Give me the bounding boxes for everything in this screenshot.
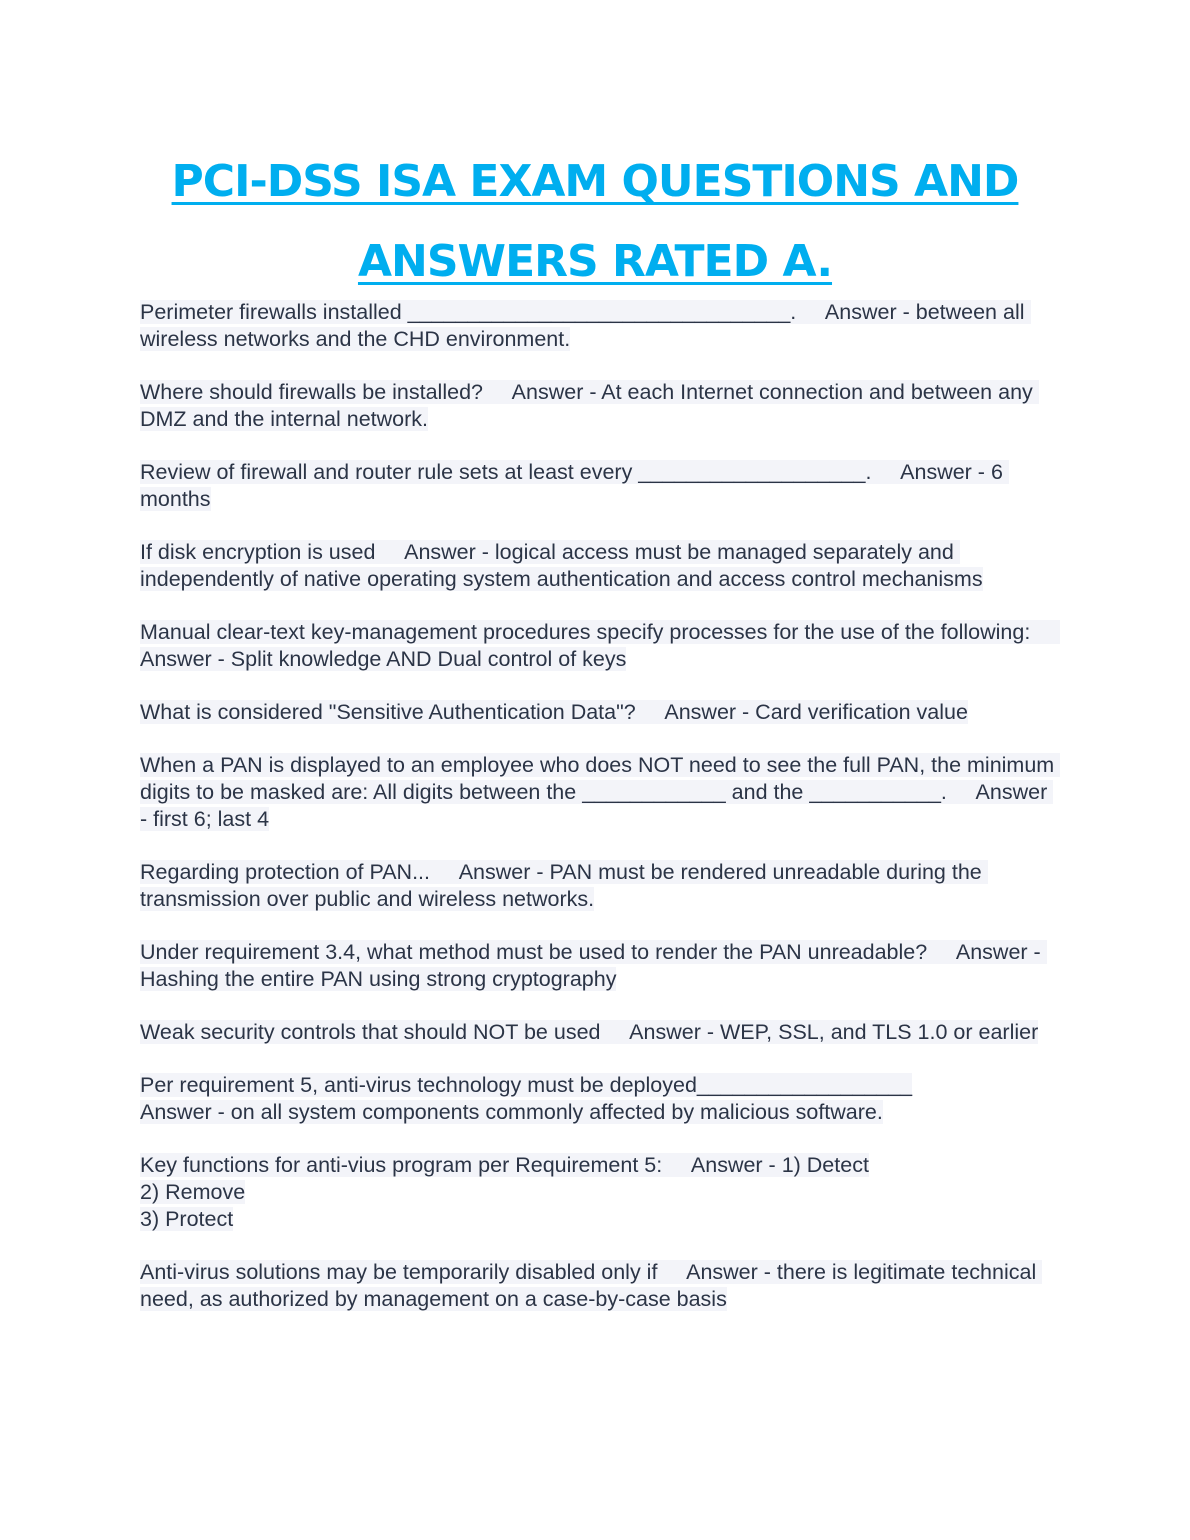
qa-item xyxy=(140,619,1060,673)
qa-text: Manual clear-text key-management procedures specify processes for the use of the following: Answer - Split knowledge AND Dual control of keys xyxy=(140,620,1061,671)
qa-item xyxy=(140,1152,1060,1233)
qa-item xyxy=(140,1259,1060,1313)
qa-line xyxy=(140,1072,1060,1099)
qa-text: 3) Protect xyxy=(140,1207,234,1231)
title-line-2 xyxy=(0,222,1190,302)
qa-text: Under requirement 3.4, what method must be used to render the PAN unreadable? Answer - Hashing the entire PAN using strong cryptography xyxy=(140,940,1047,991)
qa-text: Per requirement 5, anti-virus technology must be deployed__________________ xyxy=(140,1073,913,1097)
qa-text: Where should firewalls be installed? Answer - At each Internet connection and between any DMZ and the internal network. xyxy=(140,380,1039,431)
qa-item xyxy=(140,1072,1060,1126)
qa-text: Perimeter firewalls installed ________________________________. Answer - between all wireless networks and the CHD environment. xyxy=(140,300,1031,351)
qa-line xyxy=(140,1099,1060,1126)
qa-item xyxy=(140,859,1060,913)
title-line-2-text: ANSWERS RATED A. xyxy=(357,236,833,287)
title-line-1-text: PCI-DSS ISA EXAM QUESTIONS AND xyxy=(171,156,1019,207)
qa-line xyxy=(140,1152,1060,1179)
qa-item xyxy=(140,699,1060,726)
qa-text: 2) Remove xyxy=(140,1180,246,1204)
title-line-1 xyxy=(0,142,1190,222)
qa-text: Weak security controls that should NOT be used Answer - WEP, SSL, and TLS 1.0 or earlier xyxy=(140,1020,1039,1044)
qa-item xyxy=(140,539,1060,593)
qa-item xyxy=(140,752,1060,833)
qa-text: What is considered "Sensitive Authentication Data"? Answer - Card verification value xyxy=(140,700,968,724)
qa-text: Review of firewall and router rule sets at least every ___________________. Answer - 6 months xyxy=(140,460,1009,511)
qa-list xyxy=(140,299,1060,1339)
qa-item xyxy=(140,939,1060,993)
qa-text: Anti-virus solutions may be temporarily disabled only if Answer - there is legitimate technical need, as authorized by management on a case-by-case basis xyxy=(140,1260,1043,1311)
qa-text: When a PAN is displayed to an employee who does NOT need to see the full PAN, the minimum digits to be masked are: All digits between the ____________ and the ___________. Answer - first 6; last 4 xyxy=(140,753,1061,831)
qa-text: Key functions for anti-vius program per Requirement 5: Answer - 1) Detect xyxy=(140,1153,869,1177)
qa-text: Answer - on all system components commonly affected by malicious software. xyxy=(140,1100,883,1124)
qa-text: If disk encryption is used Answer - logical access must be managed separately and independently of native operating system authentication and access control mechanisms xyxy=(140,540,983,591)
qa-item xyxy=(140,299,1060,353)
qa-item xyxy=(140,459,1060,513)
qa-line xyxy=(140,1179,1060,1206)
qa-item xyxy=(140,379,1060,433)
document-title xyxy=(0,142,1190,302)
qa-text: Regarding protection of PAN... Answer - PAN must be rendered unreadable during the transmission over public and wireless networks. xyxy=(140,860,988,911)
qa-line xyxy=(140,1206,1060,1233)
qa-item xyxy=(140,1019,1060,1046)
